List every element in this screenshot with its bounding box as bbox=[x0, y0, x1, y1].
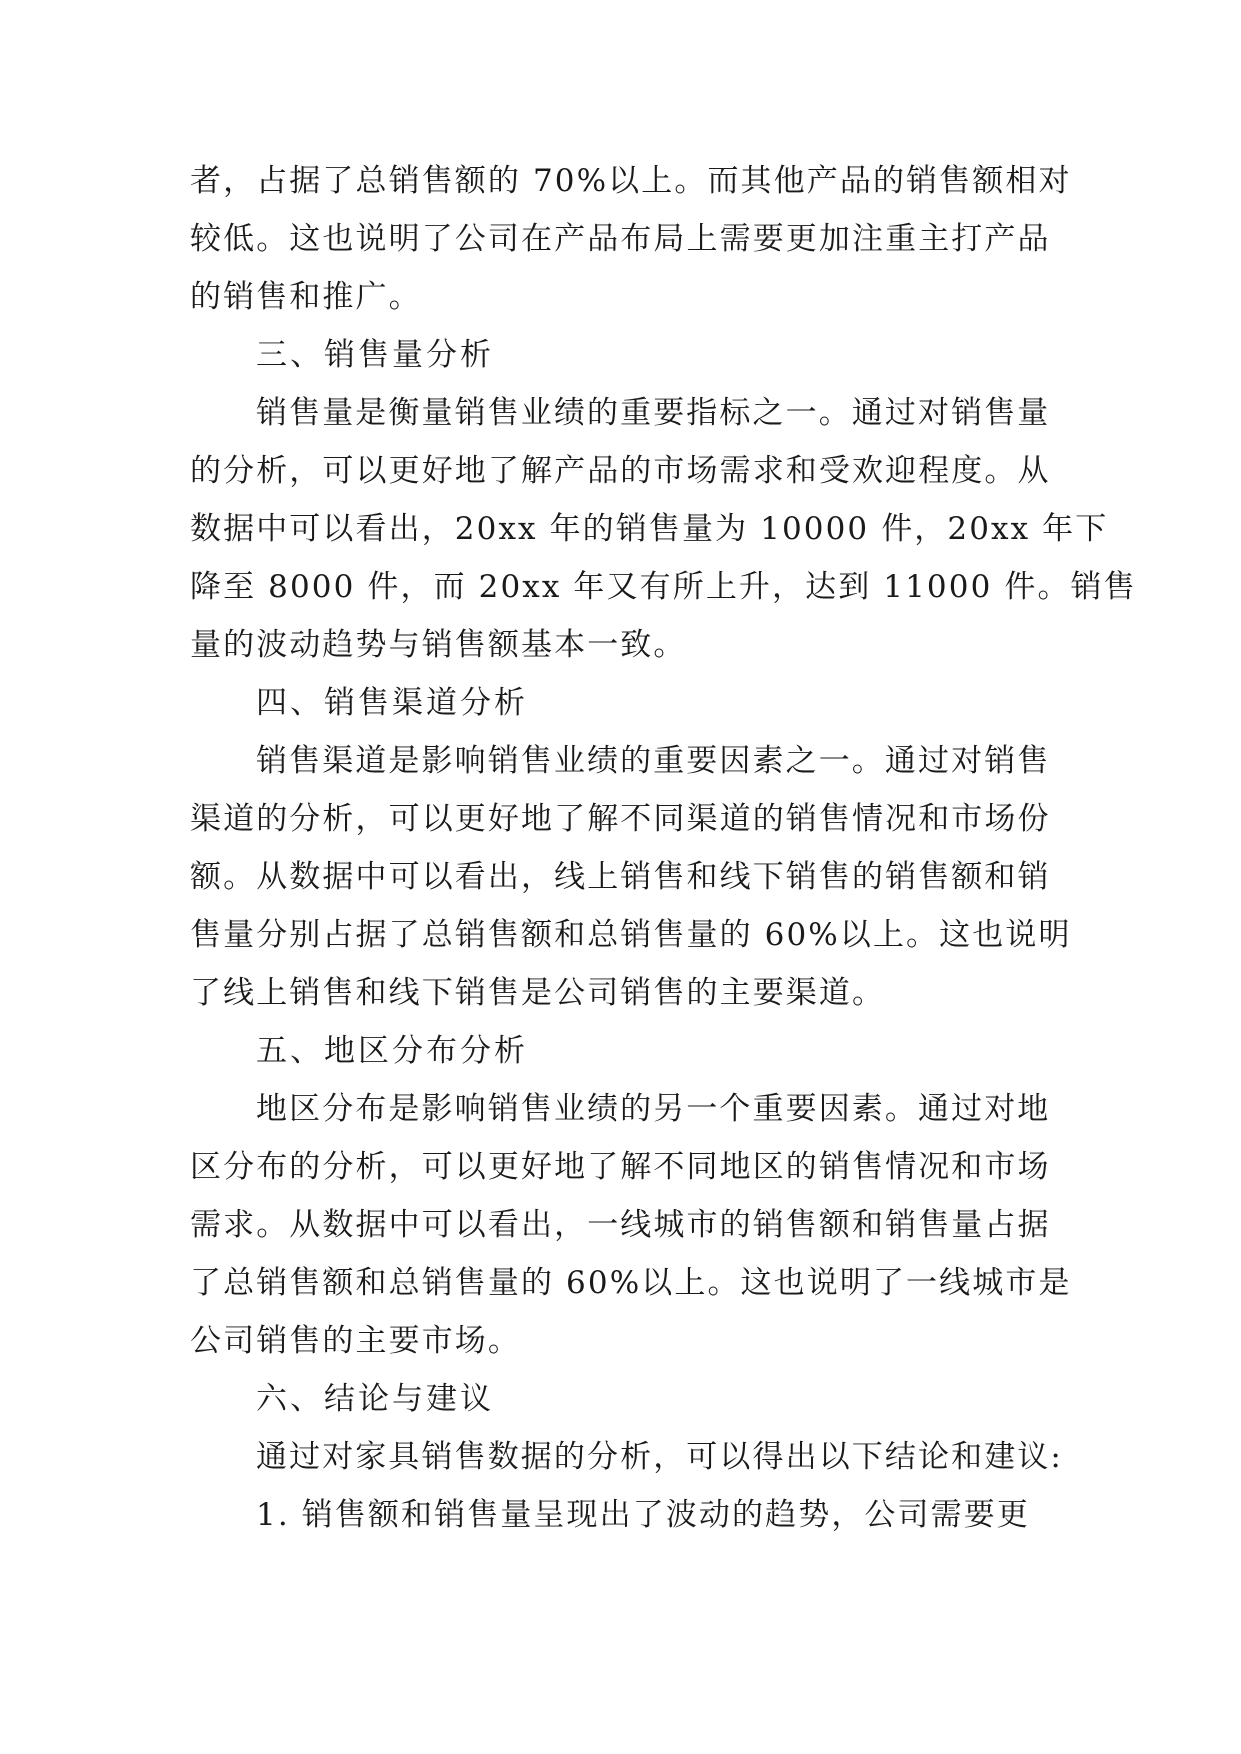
section-heading-sales-channel: 四、销售渠道分析 bbox=[256, 685, 528, 721]
section-heading-conclusion: 六、结论与建议 bbox=[256, 1381, 494, 1417]
text-line: 需求。从数据中可以看出，一线城市的销售额和销售量占据 bbox=[190, 1207, 1051, 1243]
text-line: 了线上销售和线下销售是公司销售的主要渠道。 bbox=[190, 975, 886, 1011]
text-line: 降至 8000 件，而 20xx 年又有所上升，达到 11000 件。销售 bbox=[190, 569, 1137, 605]
text-line: 额。从数据中可以看出，线上销售和线下销售的销售额和销 bbox=[190, 859, 1051, 895]
section-heading-region: 五、地区分布分析 bbox=[256, 1033, 528, 1069]
text-line: 渠道的分析，可以更好地了解不同渠道的销售情况和市场份 bbox=[190, 801, 1051, 837]
text-line: 的分析，可以更好地了解产品的市场需求和受欢迎程度。从 bbox=[190, 453, 1051, 489]
text-line: 销售量是衡量销售业绩的重要指标之一。通过对销售量 bbox=[256, 395, 1051, 431]
text-line: 较低。这也说明了公司在产品布局上需要更加注重主打产品 bbox=[190, 221, 1051, 257]
text-line: 销售渠道是影响销售业绩的重要因素之一。通过对销售 bbox=[256, 743, 1051, 779]
text-line: 量的波动趋势与销售额基本一致。 bbox=[190, 627, 687, 663]
text-line: 者，占据了总销售额的 70%以上。而其他产品的销售额相对 bbox=[190, 163, 1072, 199]
text-line: 公司销售的主要市场。 bbox=[190, 1323, 521, 1359]
section-heading-sales-volume: 三、销售量分析 bbox=[256, 337, 494, 373]
text-line: 数据中可以看出，20xx 年的销售量为 10000 件，20xx 年下 bbox=[190, 511, 1109, 547]
text-line: 的销售和推广。 bbox=[190, 279, 422, 315]
text-line: 通过对家具销售数据的分析，可以得出以下结论和建议: bbox=[256, 1439, 1063, 1475]
text-line: 了总销售额和总销售量的 60%以上。这也说明了一线城市是 bbox=[190, 1265, 1072, 1301]
text-line: 售量分别占据了总销售额和总销售量的 60%以上。这也说明 bbox=[190, 917, 1072, 953]
list-item: 1. 销售额和销售量呈现出了波动的趋势，公司需要更 bbox=[256, 1497, 1030, 1533]
text-line: 地区分布是影响销售业绩的另一个重要因素。通过对地 bbox=[256, 1091, 1051, 1127]
document-page bbox=[190, 152, 1137, 1544]
text-line: 区分布的分析，可以更好地了解不同地区的销售情况和市场 bbox=[190, 1149, 1051, 1185]
